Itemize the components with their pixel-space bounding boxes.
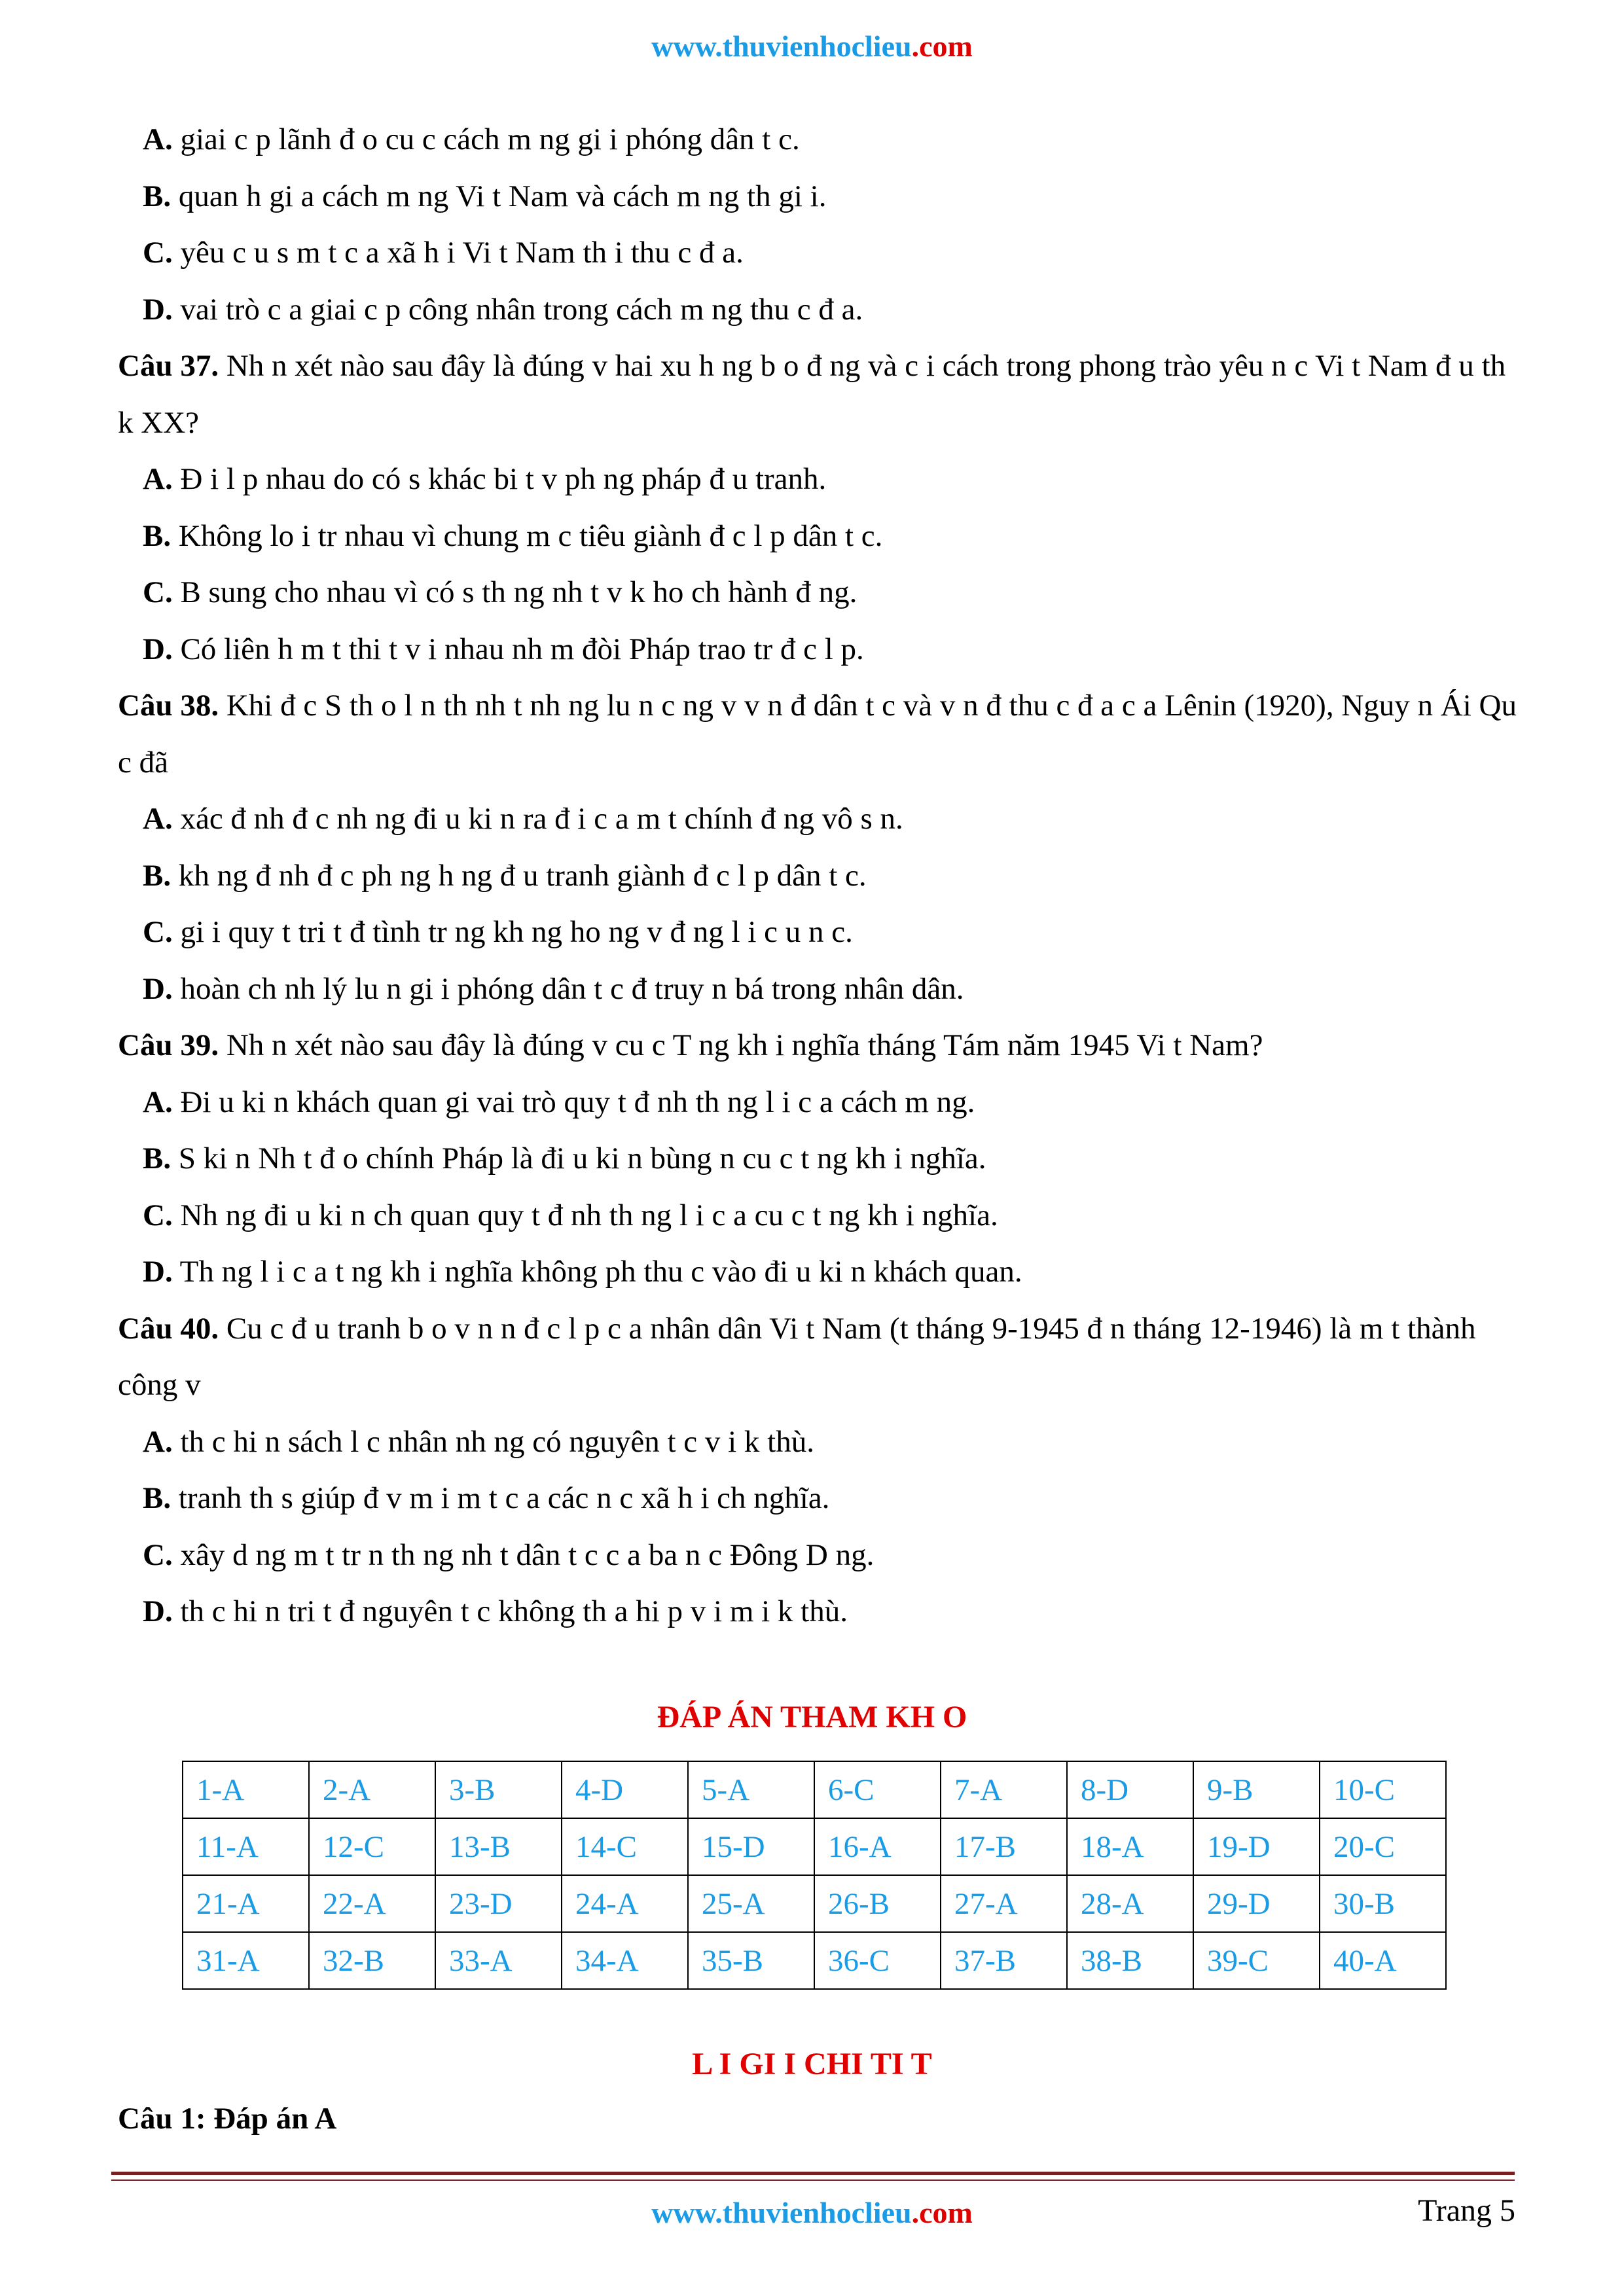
option-a: A. Đ i l p nhau do có s khác bi t v ph ng pháp đ u tranh. (143, 462, 827, 496)
answer-cell: 33-A (435, 1932, 562, 1989)
answer-cell: 24-A (562, 1875, 688, 1932)
first-answer-heading: Câu 1: Đáp án A (118, 2102, 337, 2136)
option-c: C. Nh ng đi u ki n ch quan quy t đ nh th ng l i c a cu c t ng kh i nghĩa. (143, 1198, 998, 1232)
table-row (183, 1932, 1446, 1989)
question-stem: Câu 40. Cu c đ u tranh b o v n n đ c l p c a nhân dân Vi t Nam (t tháng 9-1945 đ n tháng 12-1946) là m t thành công v (118, 1311, 1476, 1402)
option-b: B. kh ng đ nh đ c ph ng h ng đ u tranh giành đ c l p dân t c. (143, 858, 867, 893)
option-d: D. Có liên h m t thi t v i nhau nh m đòi Pháp trao tr đ c l p. (143, 632, 864, 666)
footer-site-main: www.thuvienhoclieu (651, 2196, 912, 2229)
answer-cell: 1-A (183, 1761, 309, 1818)
answer-cell: 40-A (1320, 1932, 1446, 1989)
answer-cell: 32-B (309, 1932, 435, 1989)
question-37 (118, 338, 1519, 677)
header-site-main: www.thuvienhoclieu (651, 29, 912, 63)
answer-cell: 17-B (941, 1818, 1067, 1875)
detailed-solution-title: L I GI I CHI TI T (692, 2047, 932, 2081)
footer-divider-thin (111, 2179, 1515, 2181)
answer-cell: 34-A (562, 1932, 688, 1989)
option-a: A. th c hi n sách l c nhân nh ng có nguyên t c v i k thù. (143, 1424, 814, 1459)
option-c: C. gi i quy t tri t đ tình tr ng kh ng ho ng v đ ng l i c u n c. (143, 915, 853, 949)
answer-cell: 35-B (688, 1932, 814, 1989)
answer-cell: 6-C (814, 1761, 941, 1818)
answer-cell: 13-B (435, 1818, 562, 1875)
option-a: A. Đi u ki n khách quan gi vai trò quy t đ nh th ng l i c a cách m ng. (143, 1085, 975, 1119)
header-website-link[interactable] (0, 29, 1624, 63)
option-d: D. hoàn ch nh lý lu n gi i phóng dân t c đ truy n bá trong nhân dân. (143, 971, 964, 1006)
answer-cell: 9-B (1193, 1761, 1320, 1818)
option-d: D. Th ng l i c a t ng kh i nghĩa không ph thu c vào đi u ki n khách quan. (143, 1255, 1022, 1289)
answer-cell: 36-C (814, 1932, 941, 1989)
answer-cell: 37-B (941, 1932, 1067, 1989)
header-site-tld: .com (911, 29, 973, 63)
answer-cell: 27-A (941, 1875, 1067, 1932)
footer-site-tld: .com (911, 2196, 973, 2229)
answer-key-table (182, 1761, 1447, 1990)
question-stem: Câu 37. Nh n xét nào sau đây là đúng v hai xu h ng b o đ ng và c i cách trong phong trào yêu n c Vi t Nam đ u th k XX? (118, 349, 1506, 440)
option-b: B. tranh th s giúp đ v m i m t c a các n c xã h i ch nghĩa. (143, 1481, 830, 1515)
answer-cell: 21-A (183, 1875, 309, 1932)
answer-cell: 30-B (1320, 1875, 1446, 1932)
answer-cell: 39-C (1193, 1932, 1320, 1989)
answer-cell: 16-A (814, 1818, 941, 1875)
answer-cell: 26-B (814, 1875, 941, 1932)
q36-options (118, 111, 1519, 338)
option-d: D. vai trò c a giai c p công nhân trong cách m ng thu c đ a. (143, 292, 863, 327)
answer-cell: 8-D (1067, 1761, 1193, 1818)
answer-cell: 29-D (1193, 1875, 1320, 1932)
question-40 (118, 1300, 1519, 1640)
answer-cell: 28-A (1067, 1875, 1193, 1932)
page-number: Trang 5 (1418, 2193, 1515, 2228)
answer-cell: 23-D (435, 1875, 562, 1932)
question-38 (118, 677, 1519, 1017)
option-d: D. th c hi n tri t đ nguyên t c không th a hi p v i m i k thù. (143, 1594, 848, 1628)
question-stem: Câu 39. Nh n xét nào sau đây là đúng v cu c T ng kh i nghĩa tháng Tám năm 1945 Vi t Nam? (118, 1028, 1263, 1062)
table-row (183, 1761, 1446, 1818)
table-row (183, 1818, 1446, 1875)
answer-cell: 11-A (183, 1818, 309, 1875)
answer-cell: 10-C (1320, 1761, 1446, 1818)
answer-key-title: ĐÁP ÁN THAM KH O (657, 1700, 967, 1734)
answer-cell: 12-C (309, 1818, 435, 1875)
answer-cell: 20-C (1320, 1818, 1446, 1875)
answer-cell: 25-A (688, 1875, 814, 1932)
option-a: A. xác đ nh đ c nh ng đi u ki n ra đ i c a m t chính đ ng vô s n. (143, 802, 903, 836)
answer-cell: 5-A (688, 1761, 814, 1818)
answer-cell: 31-A (183, 1932, 309, 1989)
question-stem: Câu 38. Khi đ c S th o l n th nh t nh ng lu n c ng v v n đ dân t c và v n đ thu c đ a c a Lênin (1920), Nguy n Ái Qu c đã (118, 689, 1517, 780)
table-row (183, 1875, 1446, 1932)
option-c: C. xây d ng m t tr n th ng nh t dân t c c a ba n c Đông D ng. (143, 1537, 875, 1572)
answer-cell: 7-A (941, 1761, 1067, 1818)
answer-cell: 22-A (309, 1875, 435, 1932)
answer-cell: 4-D (562, 1761, 688, 1818)
option-b: B. quan h gi a cách m ng Vi t Nam và cách m ng th gi i. (143, 179, 827, 213)
option-b: B. Không lo i tr nhau vì chung m c tiêu giành đ c l p dân t c. (143, 518, 883, 553)
option-c: C. B sung cho nhau vì có s th ng nh t v k ho ch hành đ ng. (143, 575, 857, 609)
footer-website-link[interactable] (0, 2195, 1624, 2230)
question-39 (118, 1017, 1519, 1300)
option-c: C. yêu c u s m t c a xã h i Vi t Nam th i thu c đ a. (143, 236, 744, 270)
option-b: B. S ki n Nh t đ o chính Pháp là đi u ki n bùng n cu c t ng kh i nghĩa. (143, 1141, 986, 1175)
question-content (118, 111, 1519, 1640)
answer-cell: 3-B (435, 1761, 562, 1818)
footer-divider-thick (111, 2172, 1515, 2175)
answer-cell: 18-A (1067, 1818, 1193, 1875)
answer-cell: 2-A (309, 1761, 435, 1818)
answer-cell: 15-D (688, 1818, 814, 1875)
answer-cell: 19-D (1193, 1818, 1320, 1875)
answer-cell: 38-B (1067, 1932, 1193, 1989)
answer-cell: 14-C (562, 1818, 688, 1875)
option-a: A. giai c p lãnh đ o cu c cách m ng gi i phóng dân t c. (143, 122, 800, 156)
